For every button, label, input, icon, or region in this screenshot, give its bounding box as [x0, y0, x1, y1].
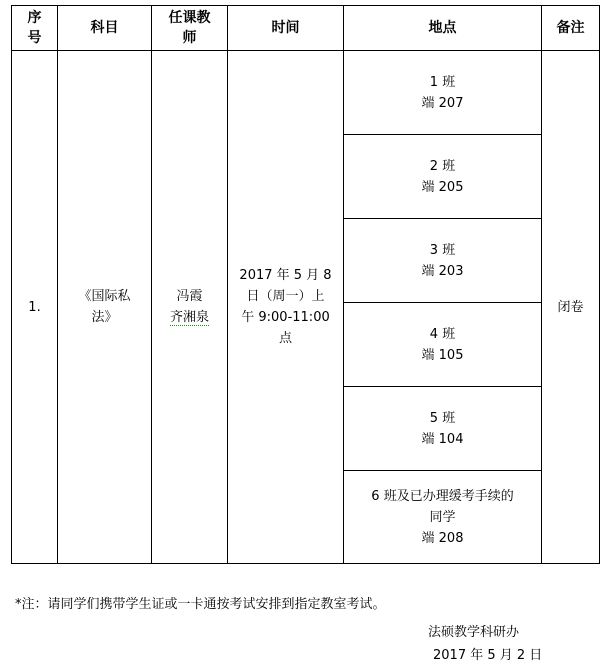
cell-room-2: [344, 135, 542, 219]
header-location: 地点: [344, 6, 542, 51]
header-subject: 科目: [58, 6, 152, 51]
table-row: [12, 51, 600, 135]
header-time: 时间: [228, 6, 344, 51]
cell-remark: 闭卷: [542, 51, 600, 564]
header-row: [12, 6, 600, 51]
cell-no: 1.: [12, 51, 58, 564]
cell-room-1: [344, 51, 542, 135]
cell-time: 2017 年 5 月 8 日（周一）上 午 9:00-11:00 点: [228, 51, 344, 564]
issuing-office: 法硕教学科研办: [428, 625, 520, 640]
room-number-1: 端 207: [421, 95, 464, 111]
exam-schedule-table: [11, 5, 600, 564]
room-number-6: 端 208: [421, 530, 464, 546]
header-remark: 备注: [542, 6, 600, 51]
room-number-3: 端 203: [421, 263, 464, 279]
cell-room-5: [344, 387, 542, 471]
cell-teacher: [152, 51, 228, 564]
teacher-name-2: 齐湘泉: [169, 310, 209, 325]
room-class-4: 4 班: [429, 326, 456, 342]
header-no: 序 号: [12, 6, 58, 51]
cell-subject: 《国际私 法》: [58, 51, 152, 564]
header-teacher: 任课教 师: [152, 6, 228, 51]
room-number-4: 端 105: [421, 347, 464, 363]
room-number-2: 端 205: [421, 179, 464, 195]
cell-room-4: [344, 303, 542, 387]
room-class-5: 5 班: [429, 410, 456, 426]
issue-date: 2017 年 5 月 2 日: [433, 648, 543, 663]
cell-room-3: [344, 219, 542, 303]
room-class-1: 1 班: [429, 74, 456, 90]
cell-room-6: [344, 471, 542, 564]
room-class-3: 3 班: [429, 242, 456, 258]
exam-note: *注：请同学们携带学生证或一卡通按考试安排到指定教室考试。: [15, 597, 386, 612]
room-number-5: 端 104: [421, 431, 464, 447]
room-class-6: 6 班及已办理缓考手续的 同学: [371, 488, 514, 525]
room-class-2: 2 班: [429, 158, 456, 174]
teacher-name-1: 冯霞: [176, 289, 203, 304]
